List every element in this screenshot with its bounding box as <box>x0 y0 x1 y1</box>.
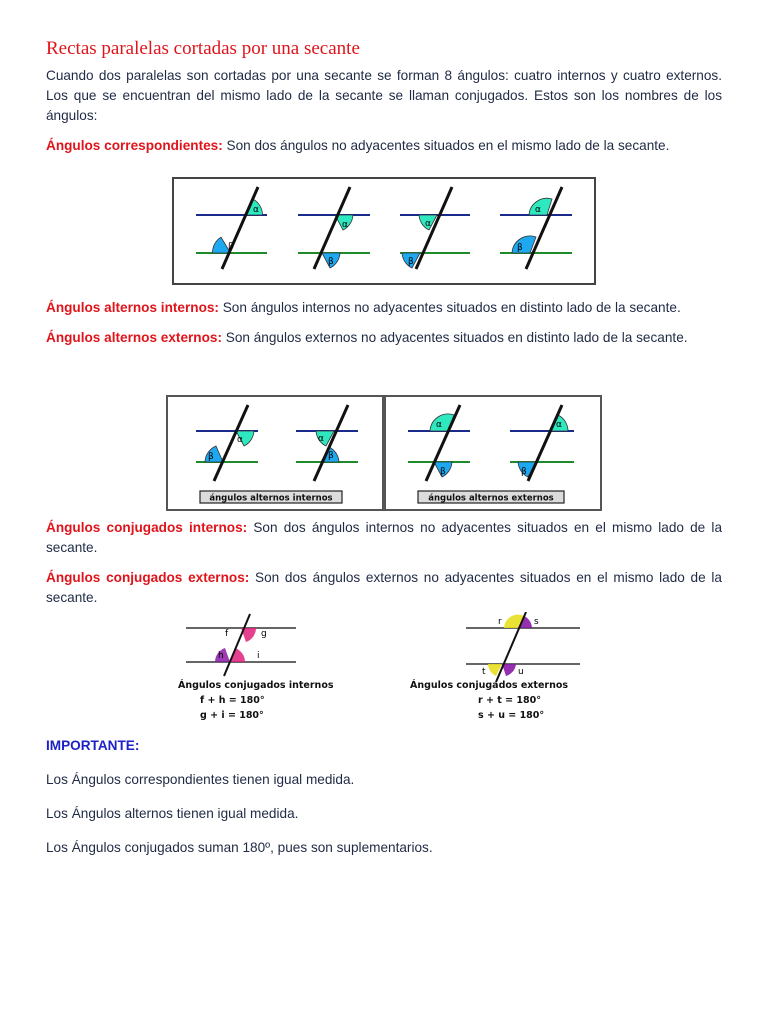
important-line-3: Los Ángulos conjugados suman 180º, pues son suplementarios. <box>46 840 433 855</box>
label-beta: β <box>328 451 334 461</box>
conj-ext-title: Ángulos conjugados externos <box>410 680 569 691</box>
document-page <box>46 38 722 156</box>
label-beta: β <box>440 467 446 477</box>
conj-ext-eq2: s + u = 180° <box>478 710 545 721</box>
page-title: Rectas paralelas cortadas por una secante <box>46 38 360 59</box>
label-r: r <box>498 617 502 627</box>
label-h: h <box>218 651 224 661</box>
conjugados-externos-paragraph <box>46 568 722 608</box>
alternos-block <box>46 298 722 348</box>
label-t: t <box>482 667 486 677</box>
conj-int-eq1: f + h = 180° <box>200 695 265 706</box>
caption-alternos-internos: ángulos alternos internos <box>209 493 333 504</box>
label-beta: β <box>521 467 527 477</box>
text-conjugados-externos: Son dos ángulos externos no adyacentes situados en el mismo lado de la secante. <box>46 570 722 605</box>
figure-alternos <box>166 395 602 511</box>
label-beta: β <box>328 257 334 267</box>
conjugados-internos-paragraph <box>46 518 722 558</box>
label-alpha: α <box>556 420 562 430</box>
alternos-externos-paragraph <box>46 328 722 348</box>
important-block <box>46 736 722 858</box>
label-alpha: α <box>318 434 324 444</box>
label-beta: β <box>208 452 214 462</box>
label-alpha: α <box>342 220 348 230</box>
important-line-2: Los Ángulos alternos tienen igual medida. <box>46 806 299 821</box>
text-conjugados-internos: Son dos ángulos internos no adyacentes situados en el mismo lado de la secante. <box>46 520 723 555</box>
conj-int-title: Ángulos conjugados internos <box>178 680 334 691</box>
label-g: g <box>261 629 267 639</box>
figure-conjugados-internos <box>176 612 376 722</box>
important-heading: IMPORTANTE: <box>46 738 140 753</box>
label-u: u <box>518 667 524 677</box>
conj-int-eq2: g + i = 180° <box>200 710 264 721</box>
figure-conjugados-externos <box>408 612 594 722</box>
label-f: f <box>225 629 229 639</box>
correspondientes-paragraph <box>46 136 722 156</box>
label-alpha: α <box>253 205 259 215</box>
conj-ext-eq1: r + t = 180° <box>478 695 541 706</box>
label-i: i <box>257 651 260 661</box>
label-alpha: α <box>535 205 541 215</box>
caption-alternos-externos: ángulos alternos externos <box>428 493 554 504</box>
alternos-internos-paragraph <box>46 298 722 318</box>
intro-paragraph: Cuando dos paralelas son cortadas por una secante se forman 8 ángulos: cuatro internos y cuatro externos. Los que se encuentran del mismo lado de la secante se llaman conjugados. Estos son los nombres de los ángulos: <box>46 68 722 123</box>
term-conjugados-internos: Ángulos conjugados internos: <box>46 520 248 535</box>
label-beta: β <box>228 242 234 252</box>
conjugados-block <box>46 518 722 608</box>
figure-correspondientes <box>172 177 596 285</box>
label-alpha: α <box>436 420 442 430</box>
text-alternos-externos: Son ángulos externos no adyacentes situados en distinto lado de la secante. <box>222 330 688 345</box>
text-alternos-internos: Son ángulos internos no adyacentes situados en distinto lado de la secante. <box>218 300 681 315</box>
term-conjugados-externos: Ángulos conjugados externos: <box>46 570 250 585</box>
term-alternos-internos: Ángulos alternos internos: <box>46 300 219 315</box>
text-correspondientes: Son dos ángulos no adyacentes situados en el mismo lado de la secante. <box>222 138 670 153</box>
label-alpha: α <box>237 435 243 445</box>
figure-frame <box>173 178 595 284</box>
label-beta: β <box>408 257 414 267</box>
label-alpha: α <box>425 219 431 229</box>
label-beta: β <box>517 243 523 253</box>
important-line-1: Los Ángulos correspondientes tienen igual medida. <box>46 772 355 787</box>
term-correspondientes: Ángulos correspondientes: <box>46 138 223 153</box>
label-s: s <box>534 617 539 627</box>
term-alternos-externos: Ángulos alternos externos: <box>46 330 222 345</box>
